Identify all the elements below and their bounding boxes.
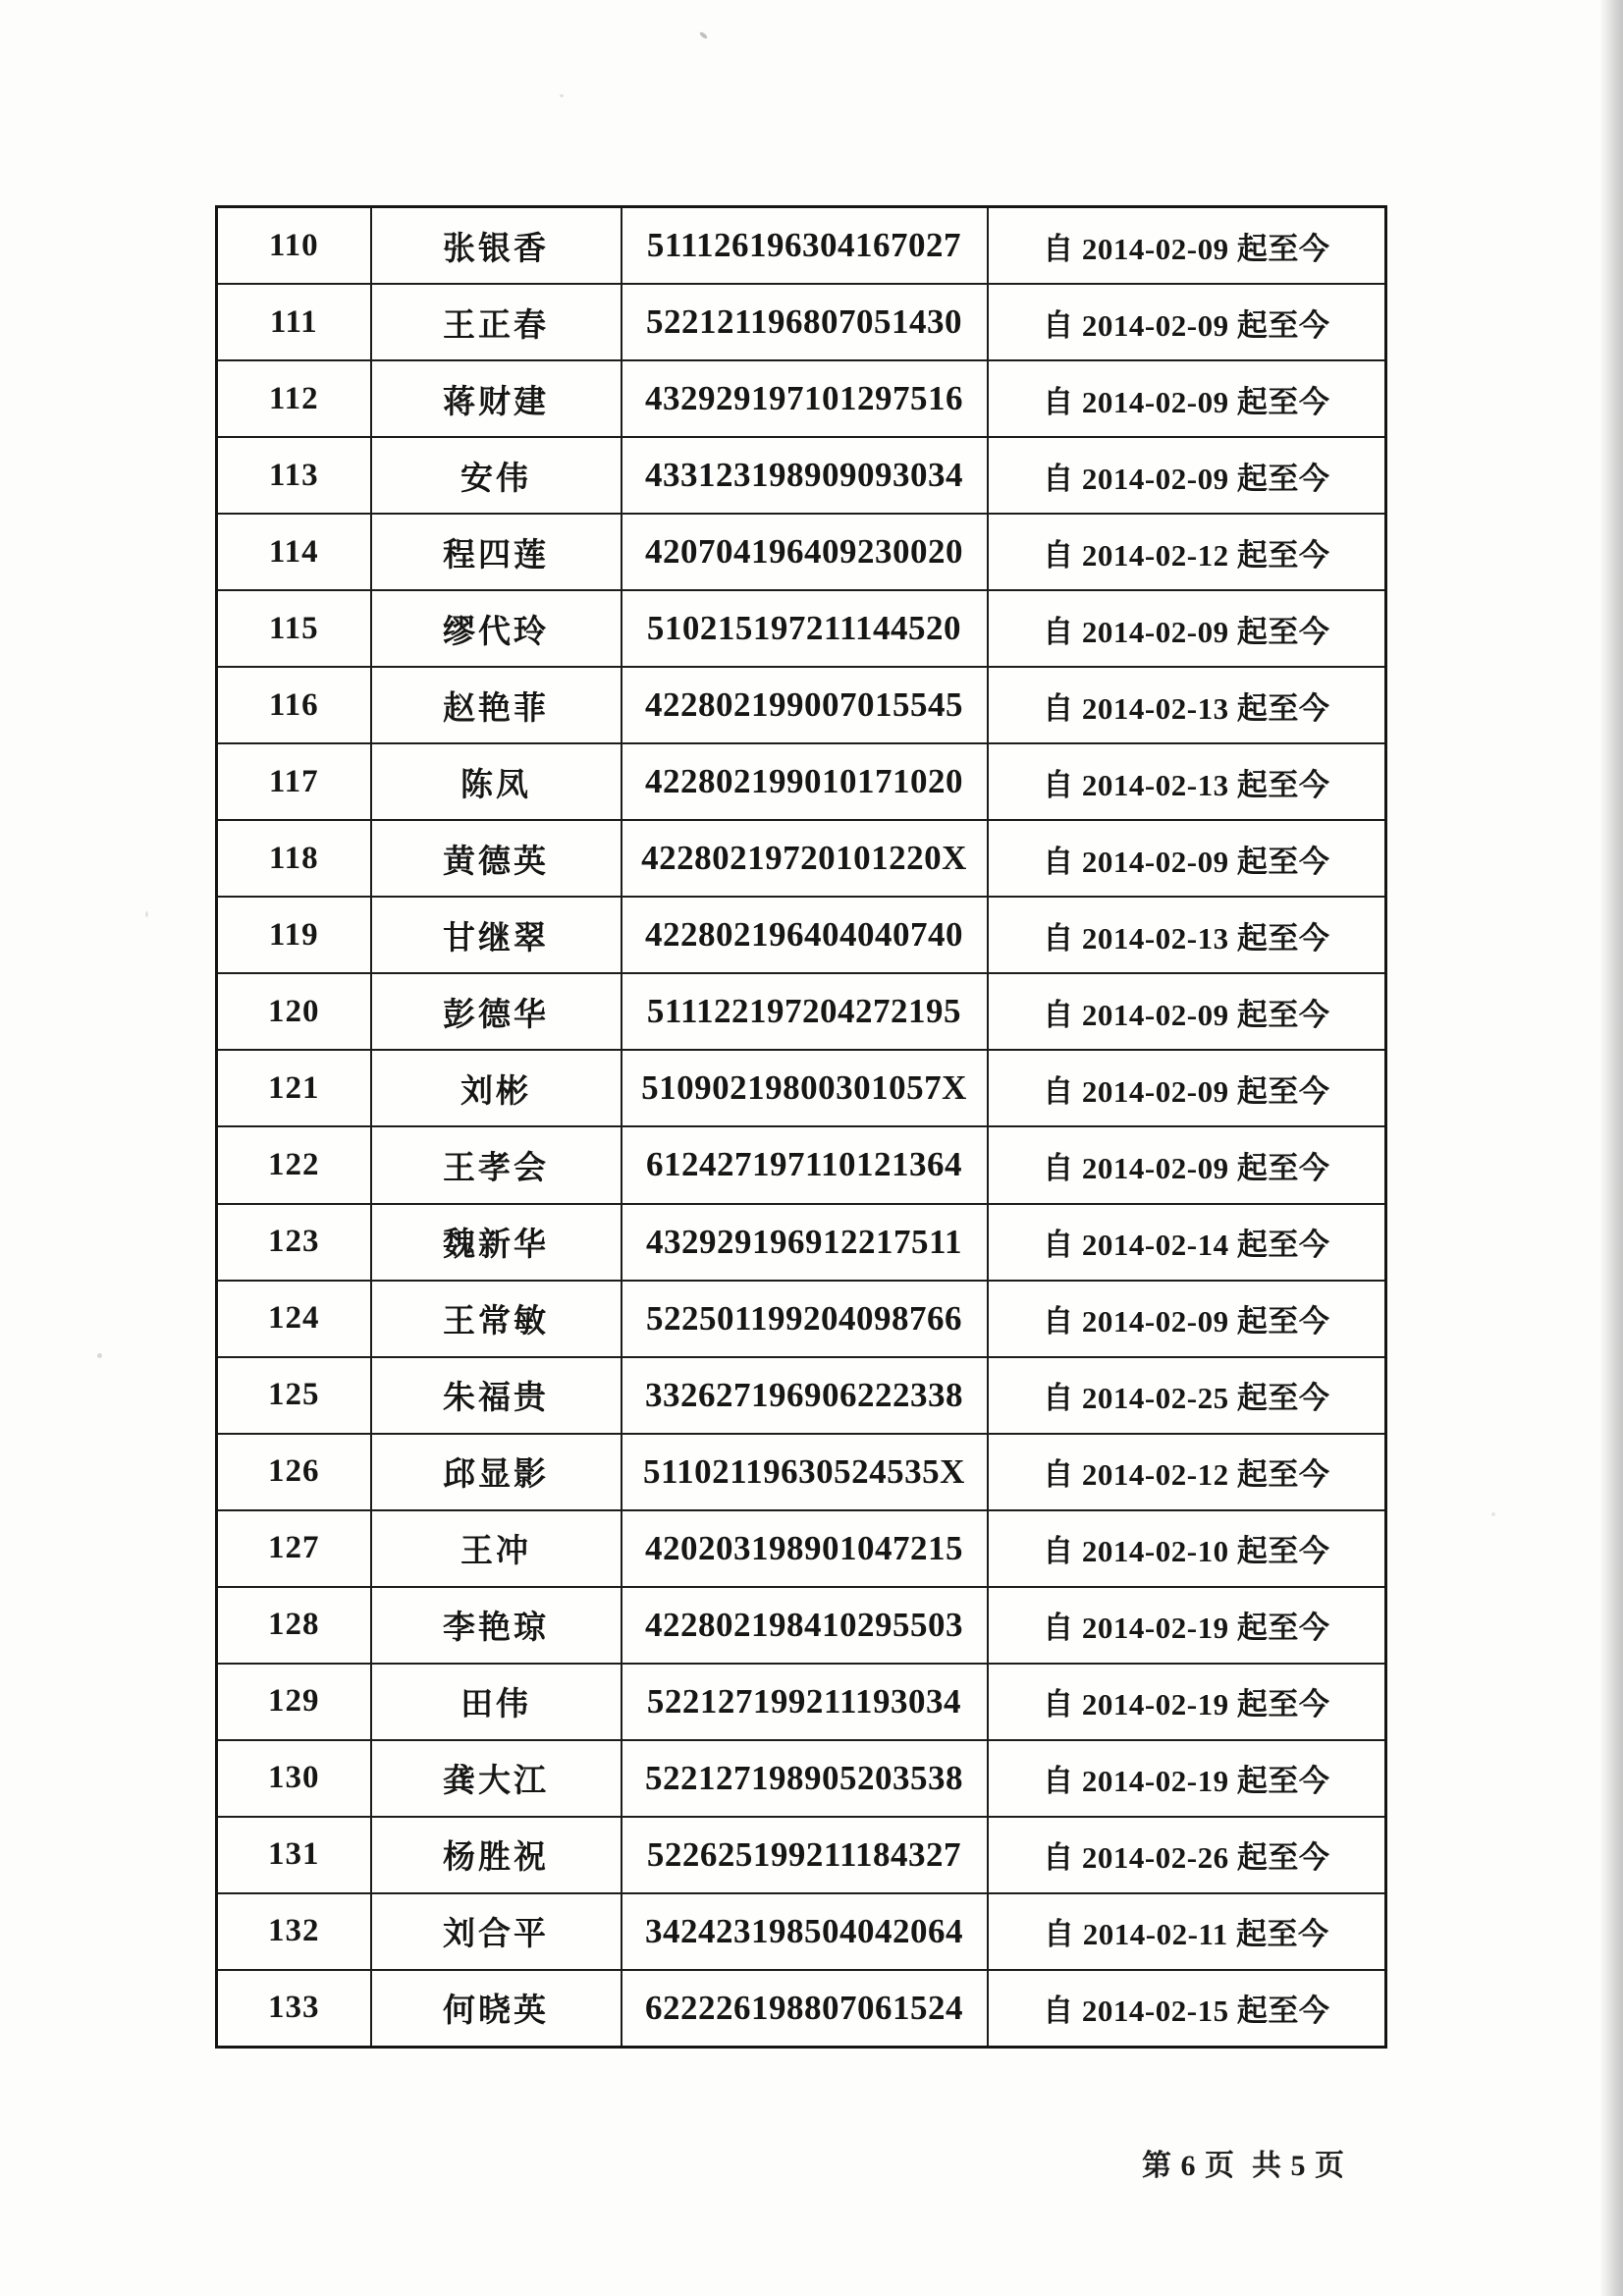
period-cell: 自 2014-02-19 起至今 <box>988 1740 1386 1817</box>
name-cell: 王孝会 <box>371 1126 622 1203</box>
period-cell: 自 2014-02-25 起至今 <box>988 1357 1386 1434</box>
id-number-cell: 510215197211144520 <box>622 590 988 667</box>
id-number-cell: 332627196906222338 <box>622 1357 988 1434</box>
id-number-cell: 433123198909093034 <box>622 437 988 514</box>
table-row <box>217 437 1386 514</box>
row-number-cell: 118 <box>217 820 371 897</box>
table-row <box>217 284 1386 360</box>
period-cell: 自 2014-02-14 起至今 <box>988 1204 1386 1281</box>
table-row <box>217 897 1386 973</box>
table-row <box>217 1434 1386 1510</box>
id-number-cell: 622226198807061524 <box>622 1970 988 2048</box>
row-number-cell: 132 <box>217 1893 371 1970</box>
row-number-cell: 125 <box>217 1357 371 1434</box>
row-number-cell: 117 <box>217 743 371 820</box>
id-number-cell: 422802199007015545 <box>622 667 988 743</box>
scan-speck <box>97 1353 102 1358</box>
period-cell: 自 2014-02-09 起至今 <box>988 437 1386 514</box>
row-number-cell: 128 <box>217 1587 371 1664</box>
id-number-cell: 420203198901047215 <box>622 1510 988 1587</box>
scan-speck <box>1491 1512 1495 1516</box>
name-cell: 李艳琼 <box>371 1587 622 1664</box>
name-cell: 黄德英 <box>371 820 622 897</box>
table-row <box>217 514 1386 590</box>
row-number-cell: 133 <box>217 1970 371 2048</box>
name-cell: 张银香 <box>371 207 622 285</box>
period-cell: 自 2014-02-09 起至今 <box>988 1126 1386 1203</box>
name-cell: 魏新华 <box>371 1204 622 1281</box>
row-number-cell: 116 <box>217 667 371 743</box>
scan-edge-shadow <box>1599 0 1623 2296</box>
period-cell: 自 2014-02-26 起至今 <box>988 1817 1386 1893</box>
row-number-cell: 124 <box>217 1281 371 1357</box>
scan-speck <box>560 94 564 97</box>
page-footer: 第 6 页 共 5 页 <box>1142 2150 1345 2182</box>
period-cell: 自 2014-02-09 起至今 <box>988 820 1386 897</box>
name-cell: 王常敏 <box>371 1281 622 1357</box>
period-cell: 自 2014-02-19 起至今 <box>988 1664 1386 1740</box>
name-cell: 王正春 <box>371 284 622 360</box>
roster-table-body <box>217 207 1386 2048</box>
row-number-cell: 122 <box>217 1126 371 1203</box>
row-number-cell: 127 <box>217 1510 371 1587</box>
id-number-cell: 51102119630524535X <box>622 1434 988 1510</box>
period-cell: 自 2014-02-12 起至今 <box>988 514 1386 590</box>
id-number-cell: 422802196404040740 <box>622 897 988 973</box>
period-cell: 自 2014-02-09 起至今 <box>988 590 1386 667</box>
name-cell: 邱显影 <box>371 1434 622 1510</box>
name-cell: 程四莲 <box>371 514 622 590</box>
table-row <box>217 1126 1386 1203</box>
name-cell: 缪代玲 <box>371 590 622 667</box>
table-row <box>217 1281 1386 1357</box>
table-row <box>217 1970 1386 2048</box>
table-row <box>217 1740 1386 1817</box>
name-cell: 朱福贵 <box>371 1357 622 1434</box>
table-row <box>217 820 1386 897</box>
name-cell: 陈凤 <box>371 743 622 820</box>
period-cell: 自 2014-02-09 起至今 <box>988 973 1386 1050</box>
id-number-cell: 511122197204272195 <box>622 973 988 1050</box>
period-cell: 自 2014-02-13 起至今 <box>988 897 1386 973</box>
row-number-cell: 112 <box>217 360 371 437</box>
period-cell: 自 2014-02-09 起至今 <box>988 284 1386 360</box>
row-number-cell: 120 <box>217 973 371 1050</box>
scan-speck <box>145 911 148 917</box>
id-number-cell: 612427197110121364 <box>622 1126 988 1203</box>
period-cell: 自 2014-02-09 起至今 <box>988 1050 1386 1126</box>
id-number-cell: 522127199211193034 <box>622 1664 988 1740</box>
table-row <box>217 1893 1386 1970</box>
period-cell: 自 2014-02-11 起至今 <box>988 1893 1386 1970</box>
name-cell: 王冲 <box>371 1510 622 1587</box>
table-row <box>217 667 1386 743</box>
scan-speck <box>699 31 709 40</box>
table-row <box>217 360 1386 437</box>
name-cell: 刘彬 <box>371 1050 622 1126</box>
period-cell: 自 2014-02-09 起至今 <box>988 207 1386 285</box>
id-number-cell: 51090219800301057X <box>622 1050 988 1126</box>
name-cell: 蒋财建 <box>371 360 622 437</box>
row-number-cell: 123 <box>217 1204 371 1281</box>
id-number-cell: 522127198905203538 <box>622 1740 988 1817</box>
row-number-cell: 111 <box>217 284 371 360</box>
table-row <box>217 1510 1386 1587</box>
period-cell: 自 2014-02-12 起至今 <box>988 1434 1386 1510</box>
table-row <box>217 1357 1386 1434</box>
period-cell: 自 2014-02-09 起至今 <box>988 1281 1386 1357</box>
row-number-cell: 119 <box>217 897 371 973</box>
id-number-cell: 511126196304167027 <box>622 207 988 285</box>
id-number-cell: 522121196807051430 <box>622 284 988 360</box>
period-cell: 自 2014-02-13 起至今 <box>988 743 1386 820</box>
table-row <box>217 1204 1386 1281</box>
row-number-cell: 115 <box>217 590 371 667</box>
table-row <box>217 207 1386 285</box>
name-cell: 安伟 <box>371 437 622 514</box>
id-number-cell: 42280219720101220X <box>622 820 988 897</box>
row-number-cell: 129 <box>217 1664 371 1740</box>
id-number-cell: 422802198410295503 <box>622 1587 988 1664</box>
row-number-cell: 121 <box>217 1050 371 1126</box>
table-row <box>217 1050 1386 1126</box>
id-number-cell: 420704196409230020 <box>622 514 988 590</box>
name-cell: 田伟 <box>371 1664 622 1740</box>
period-cell: 自 2014-02-19 起至今 <box>988 1587 1386 1664</box>
name-cell: 何晓英 <box>371 1970 622 2048</box>
table-row <box>217 743 1386 820</box>
name-cell: 刘合平 <box>371 1893 622 1970</box>
name-cell: 甘继翠 <box>371 897 622 973</box>
table-row <box>217 1817 1386 1893</box>
table-row <box>217 1587 1386 1664</box>
id-number-cell: 522501199204098766 <box>622 1281 988 1357</box>
table-row <box>217 590 1386 667</box>
table-row <box>217 973 1386 1050</box>
id-number-cell: 432929196912217511 <box>622 1204 988 1281</box>
id-number-cell: 432929197101297516 <box>622 360 988 437</box>
id-number-cell: 342423198504042064 <box>622 1893 988 1970</box>
row-number-cell: 110 <box>217 207 371 285</box>
row-number-cell: 113 <box>217 437 371 514</box>
row-number-cell: 114 <box>217 514 371 590</box>
roster-table <box>215 205 1387 2049</box>
name-cell: 龚大江 <box>371 1740 622 1817</box>
name-cell: 彭德华 <box>371 973 622 1050</box>
row-number-cell: 131 <box>217 1817 371 1893</box>
row-number-cell: 126 <box>217 1434 371 1510</box>
period-cell: 自 2014-02-15 起至今 <box>988 1970 1386 2048</box>
row-number-cell: 130 <box>217 1740 371 1817</box>
id-number-cell: 422802199010171020 <box>622 743 988 820</box>
id-number-cell: 522625199211184327 <box>622 1817 988 1893</box>
period-cell: 自 2014-02-13 起至今 <box>988 667 1386 743</box>
period-cell: 自 2014-02-09 起至今 <box>988 360 1386 437</box>
name-cell: 杨胜祝 <box>371 1817 622 1893</box>
name-cell: 赵艳菲 <box>371 667 622 743</box>
table-row <box>217 1664 1386 1740</box>
period-cell: 自 2014-02-10 起至今 <box>988 1510 1386 1587</box>
